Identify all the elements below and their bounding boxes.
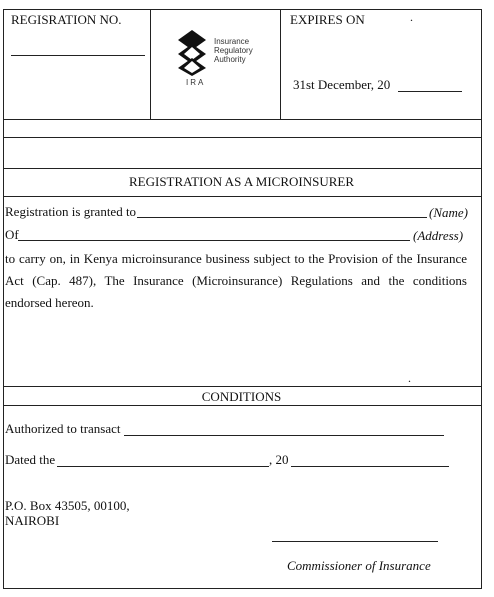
registration-number-field[interactable] — [11, 55, 145, 56]
dated-field[interactable] — [57, 466, 269, 467]
logo-abbreviation: IRA — [186, 78, 206, 87]
stray-mark-2: . — [408, 371, 411, 385]
logo-line-2: Regulatory — [214, 46, 253, 55]
blank-row-rule — [3, 137, 482, 138]
dated-year-field[interactable] — [291, 466, 449, 467]
commissioner-signatory: Commissioner of Insurance — [287, 558, 431, 573]
conditions-bottom-rule — [3, 405, 482, 406]
expires-label: EXPIRES ON — [290, 12, 365, 27]
name-field[interactable] — [137, 217, 427, 218]
blank-row-rule-2 — [3, 168, 482, 169]
dated-label: Dated the — [5, 452, 56, 467]
registration-number-label: REGISRATION NO. — [11, 12, 122, 27]
granted-to-label: Registration is granted to — [5, 204, 137, 219]
ira-diamond-logo-icon — [172, 30, 212, 76]
address-hint: (Address) — [413, 228, 464, 243]
expires-year-field[interactable] — [398, 91, 462, 92]
name-hint: (Name) — [429, 205, 468, 220]
authorized-field[interactable] — [124, 435, 444, 436]
expires-date: 31st December, 20 — [293, 77, 391, 92]
of-label: Of — [5, 227, 19, 242]
title-bottom-rule — [3, 196, 482, 197]
address-field[interactable] — [18, 240, 410, 241]
logo-line-1: Insurance — [214, 37, 250, 46]
logo-line-3: Authority — [214, 55, 246, 64]
registration-body-text: to carry on, in Kenya microinsurance business subject to the Provision of the Insurance Act (Cap. 487), The Insurance (Microinsurance) Regulations and the conditions endorsed hereon. — [5, 251, 467, 310]
signature-field[interactable] — [272, 541, 438, 542]
header-divider-right — [280, 9, 281, 119]
logo-wordmark — [214, 37, 253, 64]
city-line: NAIROBI — [5, 513, 60, 528]
po-box-line: P.O. Box 43505, 00100, — [5, 498, 130, 513]
header-divider-left — [150, 9, 151, 119]
conditions-top-rule — [3, 386, 482, 387]
year-prefix: , 20 — [269, 452, 289, 467]
authorized-label: Authorized to transact — [5, 421, 121, 436]
header-bottom-rule — [3, 119, 482, 120]
conditions-heading: CONDITIONS — [201, 389, 282, 404]
stray-mark: . — [410, 10, 413, 24]
document-title: REGISTRATION AS A MICROINSURER — [128, 174, 354, 189]
